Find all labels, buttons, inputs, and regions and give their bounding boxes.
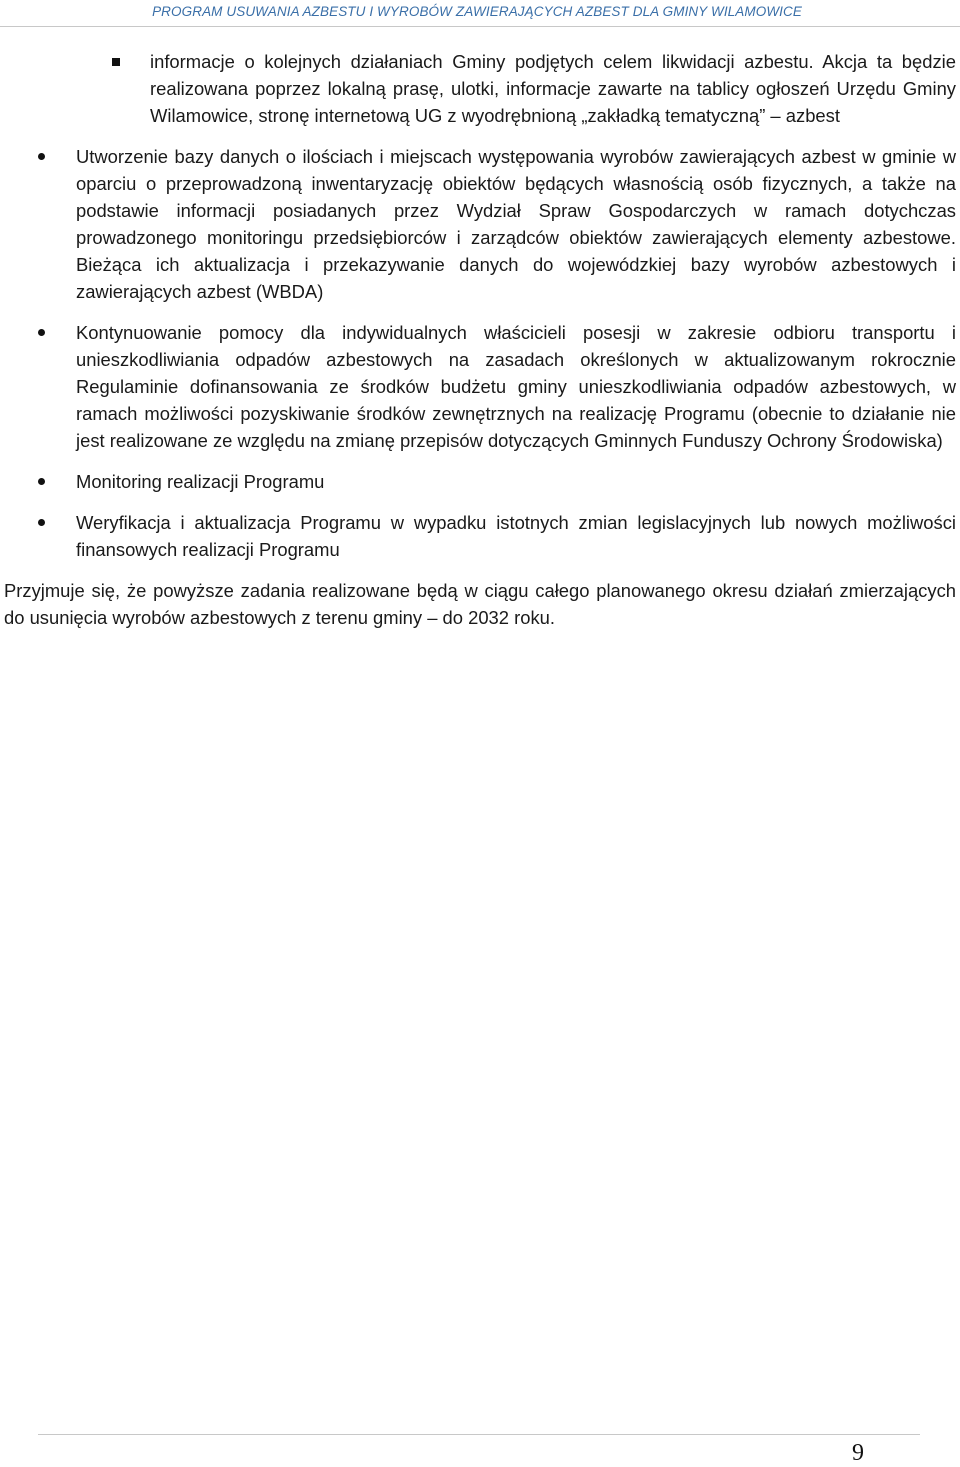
- bullet-dot-icon: [38, 478, 45, 485]
- document-body: [0, 48, 960, 649]
- list-item: [76, 319, 956, 454]
- bullet-dot-icon: [38, 153, 45, 160]
- bullet-list: [0, 143, 960, 563]
- bullet-dot-icon: [38, 519, 45, 526]
- header-title: PROGRAM USUWANIA AZBESTU I WYROBÓW ZAWIERAJĄCYCH AZBEST DLA GMINY WILAMOWICE: [152, 4, 802, 19]
- list-item: [76, 468, 956, 495]
- sub-list-item: [150, 48, 956, 129]
- list-item-text: Monitoring realizacji Programu: [76, 471, 325, 492]
- bullet-dot-icon: [38, 329, 45, 336]
- sub-list-item-text: informacje o kolejnych działaniach Gminy podjętych celem likwidacji azbestu. Akcja ta będzie realizowana poprzez lokalną prasę, ulotki, informacje zawarte na tablicy ogłoszeń Urzędu Gminy Wilamowice, stronę internetową UG z wyodrębnioną „zakładką tematyczną” – azbest: [150, 51, 956, 126]
- closing-paragraph: Przyjmuje się, że powyższe zadania realizowane będą w ciągu całego planowanego okresu działań zmierzających do usunięcia wyrobów azbestowych z terenu gminy – do 2032 roku.: [4, 580, 956, 628]
- square-bullet-icon: [112, 58, 120, 66]
- list-item: [76, 143, 956, 305]
- list-item: [76, 509, 956, 563]
- list-item-text: Kontynuowanie pomocy dla indywidualnych właścicieli posesji w zakresie odbioru transportu i unieszkodliwiania odpadów azbestowych na zasadach określonych w aktualizowanym rokrocznie Regulaminie dofinansowania ze środków budżetu gminy unieszkodliwiania odpadów azbestowych, w ramach możliwości pozyskiwanie środków zewnętrznych na realizację Programu (obecnie to działanie nie jest realizowane ze względu na zmianę przepisów dotyczących Gminnych Funduszy Ochrony Środowiska): [76, 322, 956, 451]
- footer-divider: [38, 1434, 920, 1435]
- list-item-text: Utworzenie bazy danych o ilościach i miejscach występowania wyrobów zawierających azbest w gminie w oparciu o przeprowadzoną inwentaryzację obiektów będących własnością osób fizycznych, a także na podstawie informacji posiadanych przez Wydział Spraw Gospodarczych w ramach dotychczas prowadzonego monitoringu przedsiębiorców i zarządców obiektów zawierających elementy azbestowe. Bieżąca ich aktualizacja i przekazywanie danych do wojewódzkiej bazy wyrobów azbestowych i zawierających azbest (WBDA): [76, 146, 956, 302]
- page-number: 9: [852, 1440, 864, 1466]
- page-header: [0, 0, 960, 27]
- list-item-text: Weryfikacja i aktualizacja Programu w wypadku istotnych zmian legislacyjnych lub nowych możliwości finansowych realizacji Programu: [76, 512, 956, 560]
